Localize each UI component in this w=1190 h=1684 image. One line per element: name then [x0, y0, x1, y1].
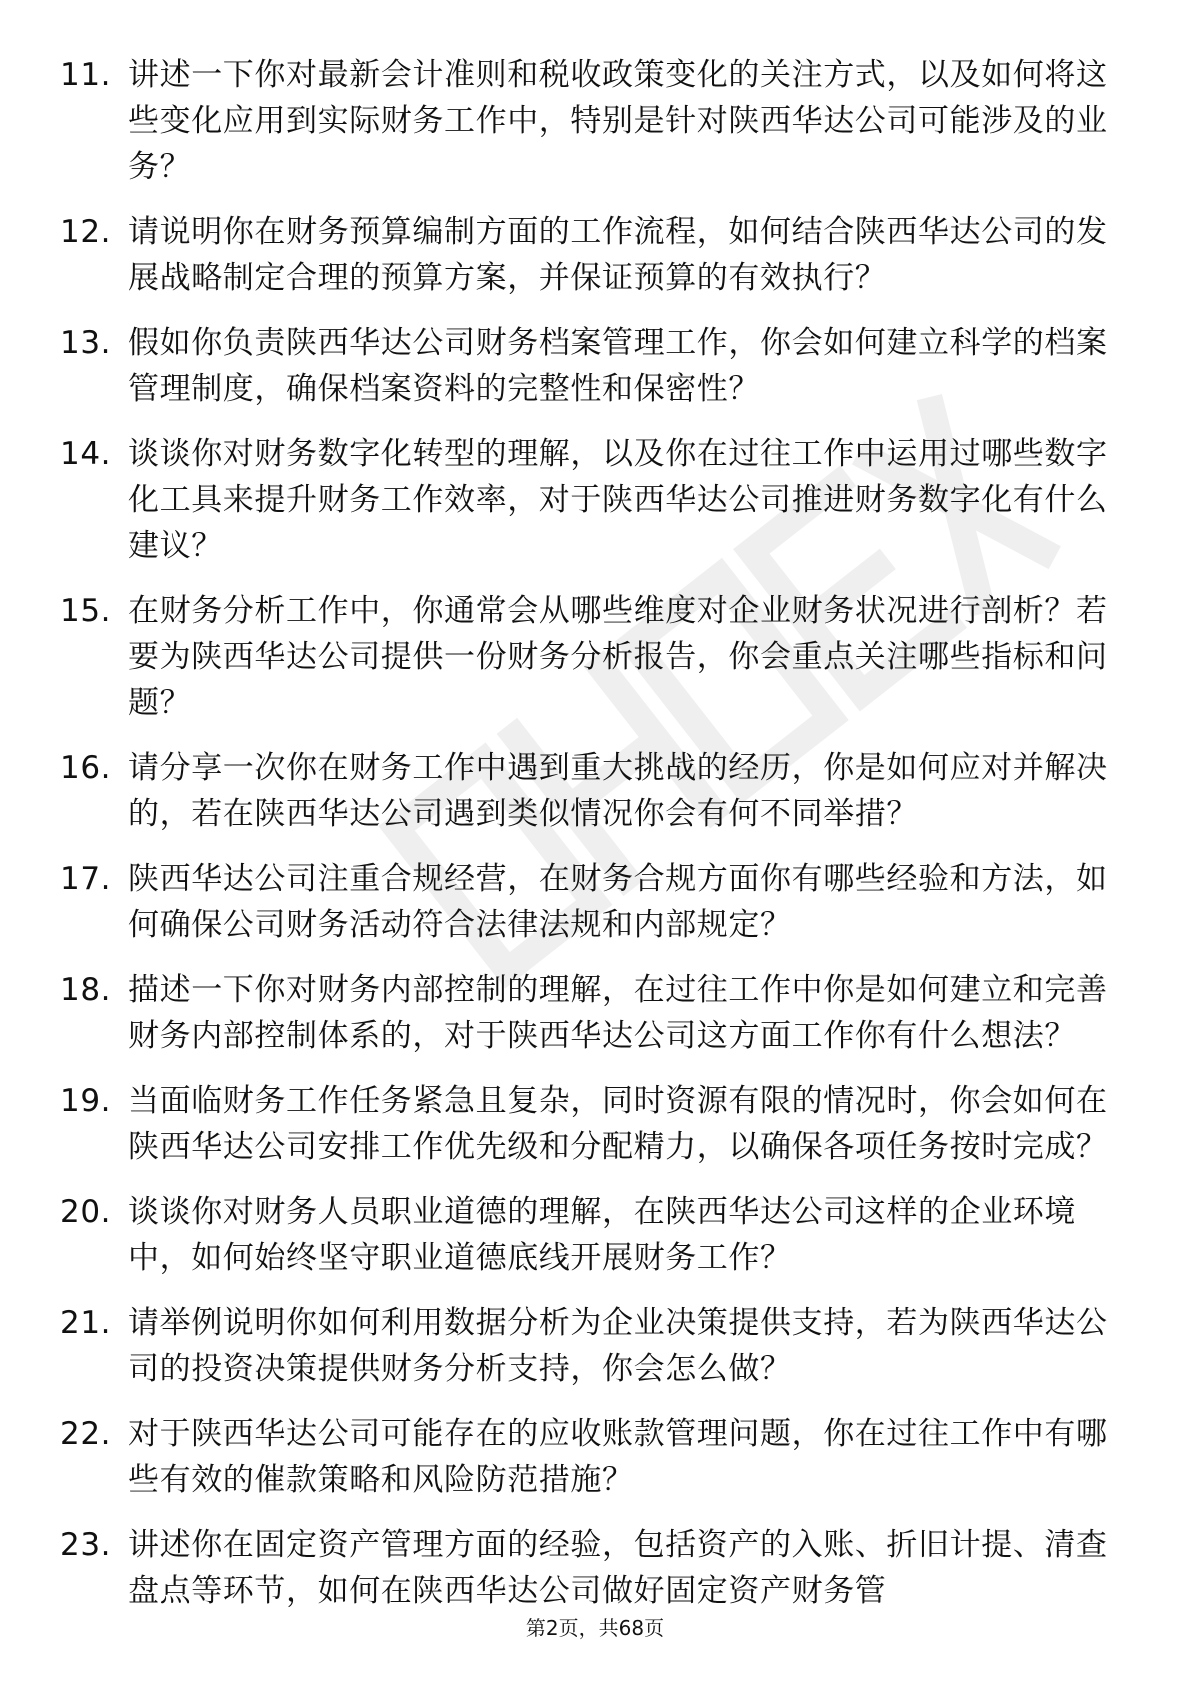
question-item — [60, 1522, 1120, 1614]
question-item — [60, 967, 1120, 1059]
question-text: 请分享一次你在财务工作中遇到重大挑战的经历，你是如何应对并解决的，若在陕西华达公司遇到类似情况你会有何不同举措？ — [128, 750, 1108, 832]
question-text: 请说明你在财务预算编制方面的工作流程，如何结合陕西华达公司的发展战略制定合理的预算方案，并保证预算的有效执行？ — [128, 214, 1108, 296]
question-text: 谈谈你对财务人员职业道德的理解，在陕西华达公司这样的企业环境中，如何始终坚守职业道德底线开展财务工作？ — [128, 1194, 1076, 1276]
question-item — [60, 1078, 1120, 1170]
question-number: 20. — [60, 1194, 112, 1230]
question-text: 讲述一下你对最新会计准则和税收政策变化的关注方式，以及如何将这些变化应用到实际财务工作中，特别是针对陕西华达公司可能涉及的业务？ — [128, 57, 1108, 185]
page-footer — [0, 1612, 1190, 1641]
question-item — [60, 320, 1120, 412]
question-number: 17. — [60, 861, 112, 897]
question-item — [60, 431, 1120, 569]
question-item — [60, 856, 1120, 948]
question-text: 对于陕西华达公司可能存在的应收账款管理问题，你在过往工作中有哪些有效的催款策略和风险防范措施？ — [128, 1416, 1108, 1498]
question-number: 15. — [60, 593, 112, 629]
question-text: 当面临财务工作任务紧急且复杂，同时资源有限的情况时，你会如何在陕西华达公司安排工作优先级和分配精力，以确保各项任务按时完成？ — [128, 1083, 1108, 1165]
question-number: 19. — [60, 1083, 112, 1119]
question-number: 22. — [60, 1416, 112, 1452]
question-text: 描述一下你对财务内部控制的理解，在过往工作中你是如何建立和完善财务内部控制体系的，对于陕西华达公司这方面工作你有什么想法？ — [128, 972, 1108, 1054]
question-text: 请举例说明你如何利用数据分析为企业决策提供支持，若为陕西华达公司的投资决策提供财务分析支持，你会怎么做？ — [128, 1305, 1108, 1387]
question-number: 13. — [60, 325, 112, 361]
question-number: 23. — [60, 1527, 112, 1563]
question-item — [60, 209, 1120, 301]
question-item — [60, 1300, 1120, 1392]
question-text: 谈谈你对财务数字化转型的理解，以及你在过往工作中运用过哪些数字化工具来提升财务工作效率，对于陕西华达公司推进财务数字化有什么建议？ — [128, 436, 1108, 564]
question-text: 在财务分析工作中，你通常会从哪些维度对企业财务状况进行剖析？若要为陕西华达公司提供一份财务分析报告，你会重点关注哪些指标和问题？ — [128, 593, 1108, 721]
page-number-label: 第2页，共68页 — [525, 1616, 665, 1640]
question-number: 14. — [60, 436, 112, 472]
question-item — [60, 1189, 1120, 1281]
question-item — [60, 588, 1120, 726]
question-item — [60, 52, 1120, 190]
question-number: 21. — [60, 1305, 112, 1341]
question-item — [60, 745, 1120, 837]
question-number: 12. — [60, 214, 112, 250]
question-list — [60, 52, 1120, 1633]
question-number: 11. — [60, 57, 112, 93]
question-text: 假如你负责陕西华达公司财务档案管理工作，你会如何建立科学的档案管理制度，确保档案资料的完整性和保密性？ — [128, 325, 1108, 407]
question-text: 讲述你在固定资产管理方面的经验，包括资产的入账、折旧计提、清查盘点等环节，如何在陕西华达公司做好固定资产财务管 — [128, 1527, 1108, 1609]
question-text: 陕西华达公司注重合规经营，在财务合规方面你有哪些经验和方法，如何确保公司财务活动符合法律法规和内部规定？ — [128, 861, 1108, 943]
question-number: 16. — [60, 750, 112, 786]
question-item — [60, 1411, 1120, 1503]
question-number: 18. — [60, 972, 112, 1008]
